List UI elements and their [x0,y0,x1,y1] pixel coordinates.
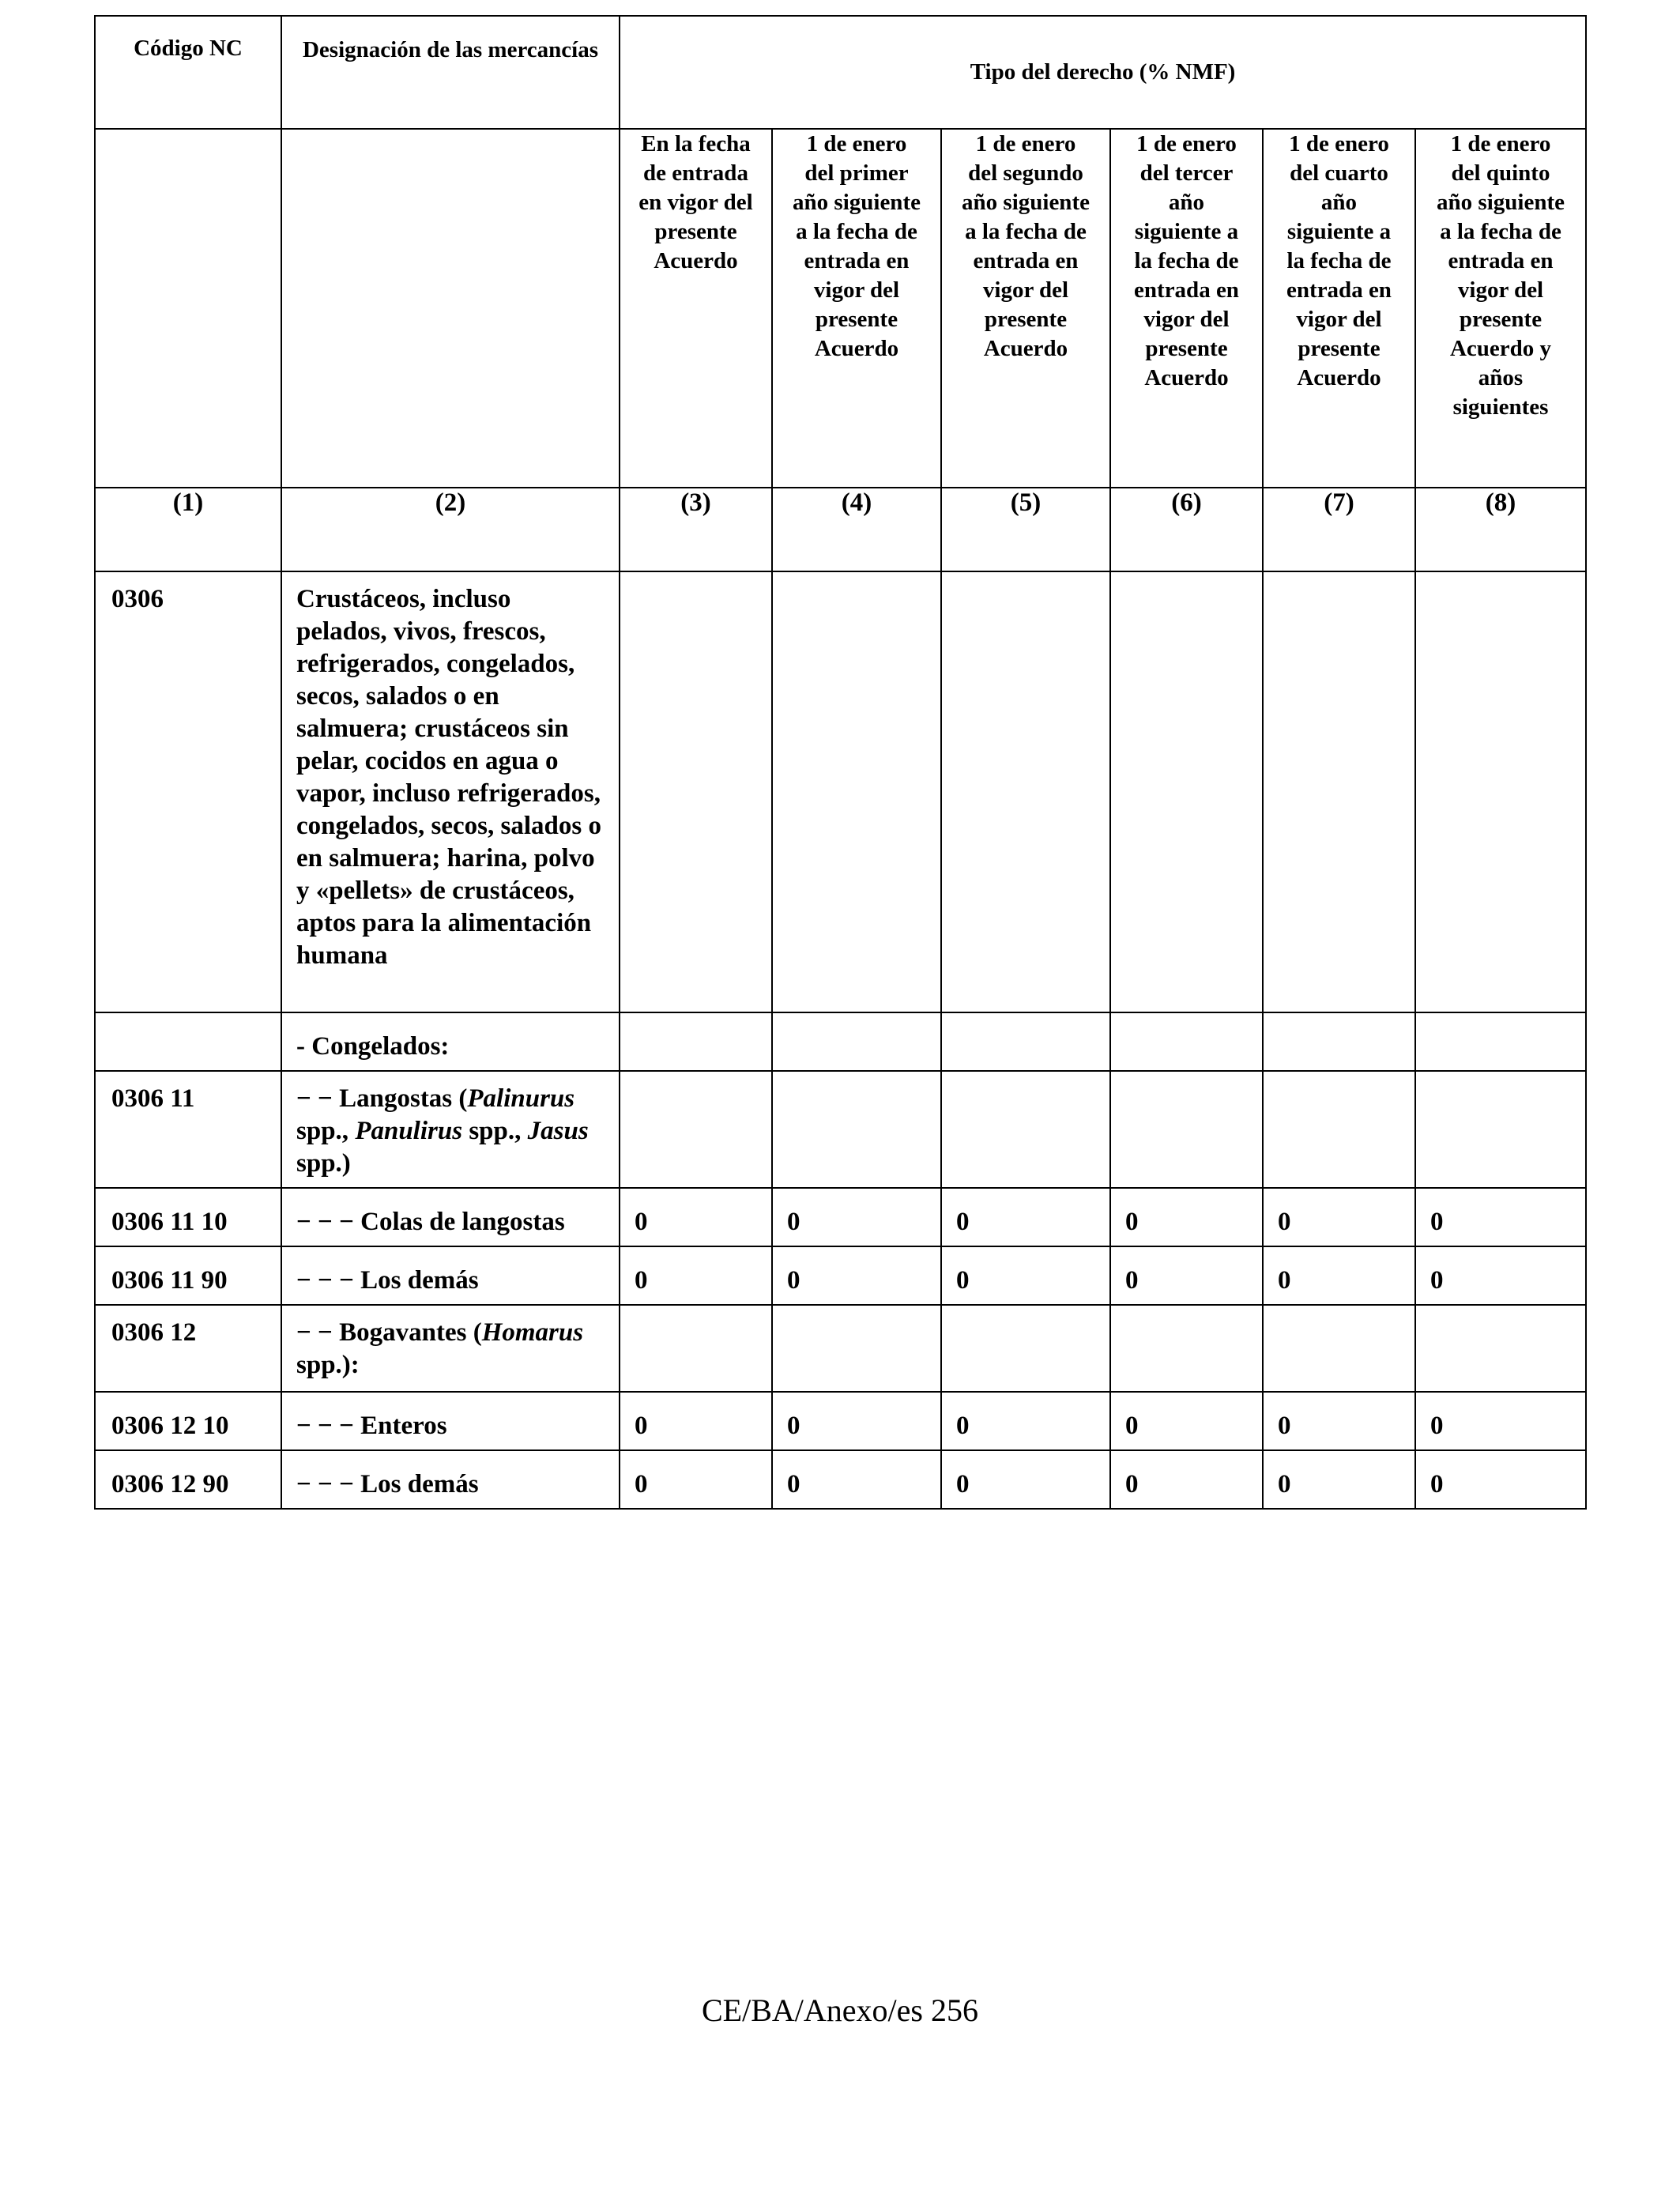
row-rate [1263,1012,1415,1071]
header-row-titles [95,16,1586,129]
row-rate: 0 [1263,1392,1415,1450]
row-code: 0306 12 90 [95,1450,281,1509]
row-designation: − − − Los demás [281,1450,620,1509]
row-rate: 0 [941,1450,1110,1509]
row-rate [1110,1012,1263,1071]
species-name: Jasus [527,1117,589,1145]
page-footer-reference: CE/BA/Anexo/es 256 [702,1992,978,2028]
header-period-5: 1 de enero del segundo año siguiente a la fecha de entrada en vigor del presente Acuerdo [941,129,1110,488]
designation-text: spp.) [296,1149,351,1178]
row-rate [1263,571,1415,1012]
row-rate: 0 [1415,1450,1586,1509]
species-name: Palinurus [467,1084,575,1113]
row-code: 0306 12 10 [95,1392,281,1450]
row-rate: 0 [620,1246,772,1305]
row-rate: 0 [941,1246,1110,1305]
row-rate: 0 [1263,1188,1415,1246]
header-row-numbers [95,488,1586,571]
row-designation [281,1305,620,1392]
row-designation: − − − Los demás [281,1246,620,1305]
row-code: 0306 11 [95,1071,281,1188]
row-designation: Crustáceos, incluso pelados, vivos, frescos, refrigerados, congelados, secos, salados o en salmuera; crustáceos sin pelar, cocidos en agua o vapor, incluso refrigerados, congelados, secos, salados o en salmuera; harina, polvo y «pellets» de crustáceos, aptos para la alimentación humana [281,571,620,1012]
row-code [95,1012,281,1071]
row-rate: 0 [941,1188,1110,1246]
row-designation [281,1071,620,1188]
row-rate [772,1305,941,1392]
row-rate: 0 [620,1392,772,1450]
row-rate [620,1012,772,1071]
row-rate [1110,1071,1263,1188]
row-rate: 0 [1415,1392,1586,1450]
row-code: 0306 [95,571,281,1012]
row-rate: 0 [772,1392,941,1450]
row-rate [1263,1071,1415,1188]
tariff-table [94,15,1587,1510]
header-empty-designation [281,129,620,488]
header-period-3: En la fecha de entrada en vigor del presente Acuerdo [620,129,772,488]
header-code: Código NC [95,16,281,129]
row-rate: 0 [772,1246,941,1305]
row-designation: - Congelados: [281,1012,620,1071]
row-rate: 0 [1415,1246,1586,1305]
row-rate [1110,1305,1263,1392]
row-code: 0306 11 90 [95,1246,281,1305]
row-rate: 0 [1110,1392,1263,1450]
row-code: 0306 12 [95,1305,281,1392]
column-number-1: (1) [95,488,281,571]
header-period-8: 1 de enero del quinto año siguiente a la fecha de entrada en vigor del presente Acuerdo y años siguientes [1415,129,1586,488]
row-rate: 0 [620,1188,772,1246]
designation-text: spp.): [296,1351,360,1379]
row-rate [941,1071,1110,1188]
table-row [95,1188,1586,1246]
header-period-6: 1 de enero del tercer año siguiente a la fecha de entrada en vigor del presente Acuerdo [1110,129,1263,488]
header-duty-type: Tipo del derecho (% NMF) [620,16,1586,129]
table-row [95,571,1586,1012]
row-rate: 0 [620,1450,772,1509]
row-code: 0306 11 10 [95,1188,281,1246]
row-rate: 0 [941,1392,1110,1450]
designation-text: − − Langostas ( [296,1084,468,1113]
header-empty-code [95,129,281,488]
designation-text: spp., [296,1117,356,1145]
row-rate [1263,1305,1415,1392]
row-rate [941,571,1110,1012]
table-row [95,1071,1586,1188]
row-rate [1415,571,1586,1012]
header-row-periods [95,129,1586,488]
table-row [95,1392,1586,1450]
column-number-7: (7) [1263,488,1415,571]
row-rate [620,1305,772,1392]
row-rate [1110,571,1263,1012]
species-name: Panulirus [355,1117,463,1145]
header-period-4: 1 de enero del primer año siguiente a la fecha de entrada en vigor del presente Acuerdo [772,129,941,488]
row-rate [1415,1071,1586,1188]
column-number-2: (2) [281,488,620,571]
row-rate [772,571,941,1012]
row-rate: 0 [1415,1188,1586,1246]
column-number-5: (5) [941,488,1110,571]
table-row [95,1246,1586,1305]
row-rate: 0 [1110,1188,1263,1246]
row-rate [941,1012,1110,1071]
row-rate [620,1071,772,1188]
species-name: Homarus [481,1318,584,1347]
row-rate: 0 [1110,1246,1263,1305]
row-designation: − − − Enteros [281,1392,620,1450]
row-designation: − − − Colas de langostas [281,1188,620,1246]
row-rate [1415,1305,1586,1392]
row-rate [1415,1012,1586,1071]
table-row [95,1450,1586,1509]
row-rate [941,1305,1110,1392]
column-number-3: (3) [620,488,772,571]
row-rate: 0 [772,1188,941,1246]
table-row [95,1305,1586,1392]
table-row [95,1012,1586,1071]
header-period-7: 1 de enero del cuarto año siguiente a la fecha de entrada en vigor del presente Acuerdo [1263,129,1415,488]
row-rate: 0 [772,1450,941,1509]
column-number-6: (6) [1110,488,1263,571]
designation-text: − − Bogavantes ( [296,1318,482,1347]
row-rate [772,1012,941,1071]
designation-text: spp., [462,1117,528,1145]
header-designation: Designación de las mercancías [281,16,620,129]
row-rate [772,1071,941,1188]
row-rate [620,571,772,1012]
row-rate: 0 [1110,1450,1263,1509]
row-rate: 0 [1263,1246,1415,1305]
row-rate: 0 [1263,1450,1415,1509]
column-number-8: (8) [1415,488,1586,571]
column-number-4: (4) [772,488,941,571]
